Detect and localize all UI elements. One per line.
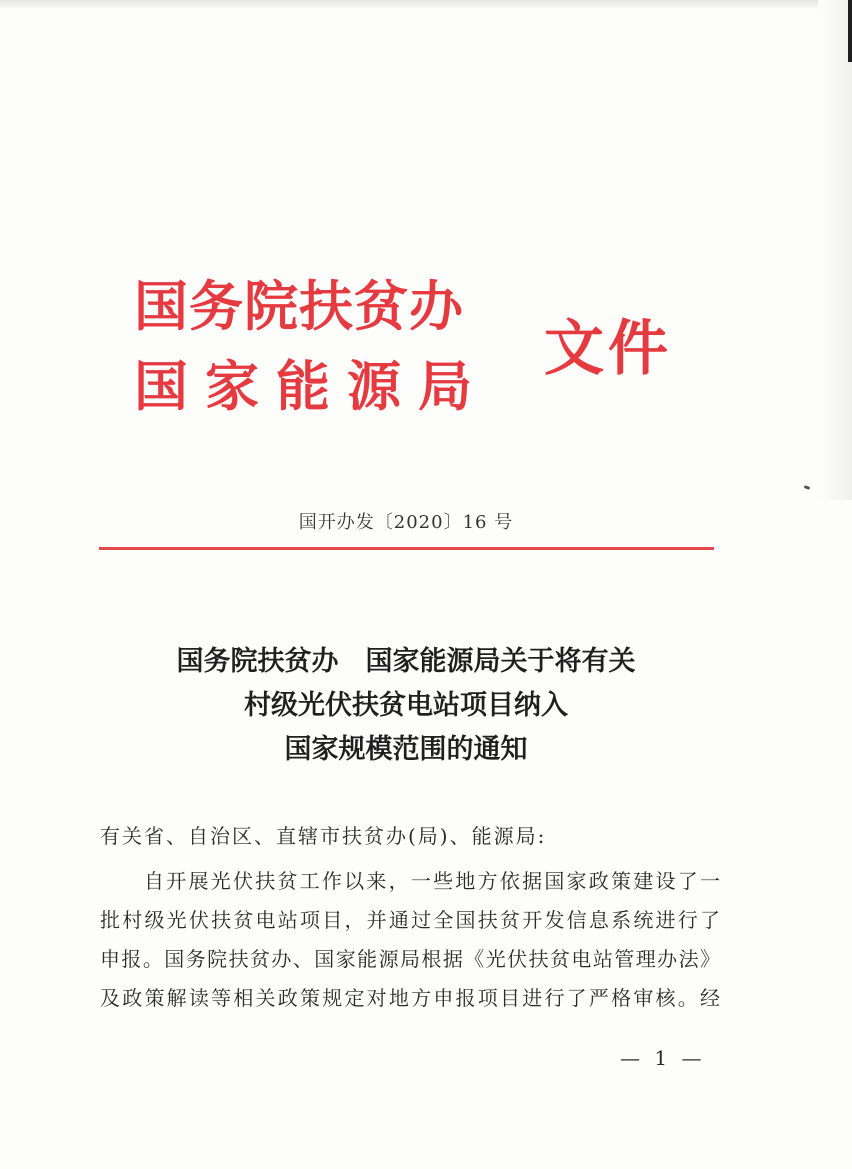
title-line-1: 国务院扶贫办 国家能源局关于将有关 bbox=[176, 646, 636, 677]
document-number: 国开办发〔2020〕16 号 bbox=[298, 512, 514, 533]
red-separator-line bbox=[99, 547, 714, 550]
document-title bbox=[0, 640, 812, 772]
title-line-3: 国家规模范围的通知 bbox=[284, 734, 528, 765]
addressee-line: 有关省、自治区、直辖市扶贫办(局)、能源局: bbox=[100, 824, 547, 848]
issuer-line-2: 国家能源局 bbox=[134, 354, 489, 418]
title-line-2: 村级光伏扶贫电站项目纳入 bbox=[244, 690, 568, 721]
page-number: — 1 — bbox=[620, 1046, 706, 1070]
body-line-4: 及政策解读等相关政策规定对地方申报项目进行了严格审核。经 bbox=[100, 986, 720, 1010]
body-line-2: 批村级光伏扶贫电站项目，并通过全国扶贫开发信息系统进行了 bbox=[100, 908, 720, 932]
page-edge-shadow bbox=[0, 0, 852, 10]
red-header bbox=[134, 272, 694, 432]
scan-speck bbox=[804, 485, 811, 490]
page-side-shadow bbox=[818, 0, 852, 500]
body-line-3: 申报。国务院扶贫办、国家能源局根据《光伏扶贫电站管理办法》 bbox=[100, 947, 720, 971]
body-paragraph bbox=[100, 862, 720, 1018]
issuer-line-1: 国务院扶贫办 bbox=[134, 274, 464, 338]
scan-corner-mark bbox=[848, 0, 852, 62]
body-line-1: 自开展光伏扶贫工作以来，一些地方依据国家政策建设了一 bbox=[144, 869, 720, 893]
document-type-label: 文件 bbox=[544, 314, 672, 384]
